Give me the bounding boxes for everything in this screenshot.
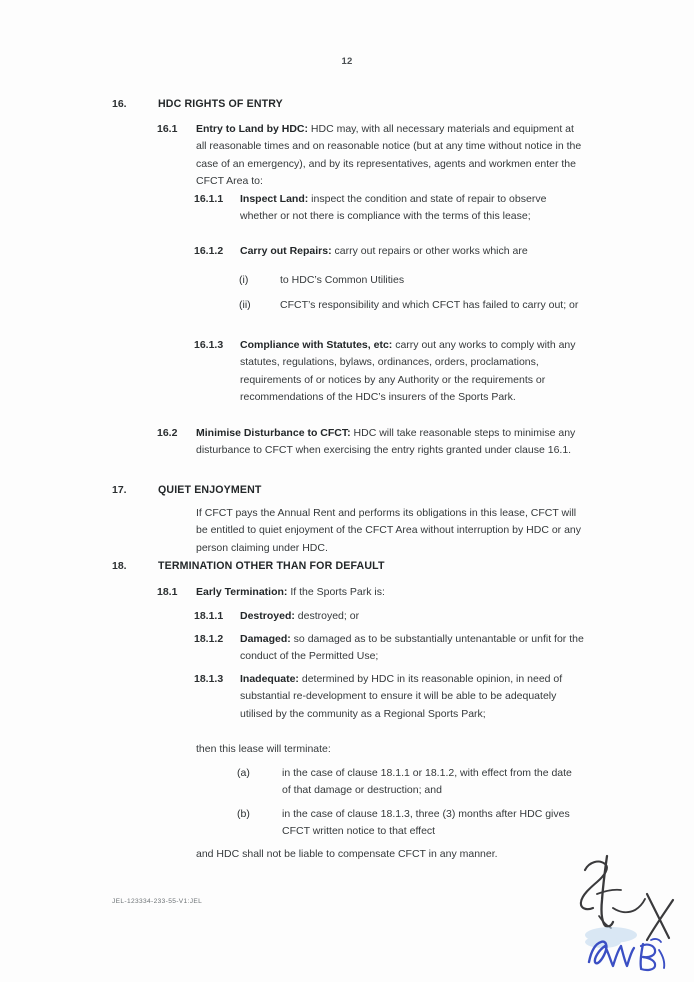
clause-16-1-3-text <box>240 337 582 407</box>
clause-18-1-1 <box>194 608 582 625</box>
clause-18-1-number: 18.1 <box>157 586 178 598</box>
clause-18-1-2-lead: Damaged: <box>240 633 291 645</box>
clause-18-1-3-number: 18.1.3 <box>194 673 224 685</box>
page-number: 12 <box>341 56 353 67</box>
clause-17-body: If CFCT pays the Annual Rent and performs its obligations in this lease, CFCT will be entitled to quiet enjoyment of the CFCT Area without interruption by HDC or any person claiming under HDC. <box>196 507 582 554</box>
clause-16-1-text <box>196 121 582 191</box>
clause-16-1-3-number: 16.1.3 <box>194 339 224 351</box>
clause-17-body-row <box>196 505 582 557</box>
clause-18-1-1-body: destroyed; or <box>294 610 360 622</box>
item-b-text: in the case of clause 18.1.3, three (3) months after HDC gives CFCT written notice to that effect <box>282 808 570 838</box>
clause-18-title: TERMINATION OTHER THAN FOR DEFAULT <box>158 560 385 572</box>
item-b-number: (b) <box>237 808 250 820</box>
then-terminate-row <box>196 741 582 758</box>
clause-18-1-3-lead: Inadequate: <box>240 673 299 685</box>
clause-16-1-2 <box>194 243 584 260</box>
clause-16-1-2-ii-number: (ii) <box>239 299 251 311</box>
clause-17-number: 17. <box>112 484 127 496</box>
clause-16-1-2-ii-text: CFCT’s responsibility and which CFCT has failed to carry out; or <box>280 299 579 311</box>
clause-18-1-1-number: 18.1.1 <box>194 610 224 622</box>
clause-18-1-2 <box>194 631 584 666</box>
clause-18-1-2-body: so damaged as to be substantially untenantable or unfit for the conduct of the Permitted Use; <box>240 633 584 663</box>
item-a <box>237 765 582 800</box>
clause-16-heading <box>112 96 582 113</box>
clause-18-1-body: If the Sports Park is: <box>287 586 385 598</box>
clause-16-1-2-lead: Carry out Repairs: <box>240 245 332 257</box>
handwritten-initial-blue <box>589 939 664 970</box>
clause-18-1-lead: Early Termination: <box>196 586 288 598</box>
clause-18-1-1-text <box>240 608 582 625</box>
clause-16-1-1-number: 16.1.1 <box>194 193 224 205</box>
ink-smudge <box>585 927 637 948</box>
clause-17-title: QUIET ENJOYMENT <box>158 484 262 496</box>
signature-annotations <box>555 850 694 982</box>
item-a-text: in the case of clause 18.1.1 or 18.1.2, with effect from the date of that damage or destruction; and <box>282 767 572 797</box>
clause-16-1-3-lead: Compliance with Statutes, etc: <box>240 339 393 351</box>
clause-16-1-1-body: inspect the condition and state of repair to observe whether or not there is compliance with the terms of this lease; <box>240 193 547 223</box>
footer-reference: JEL-123334-233-55-V1:JEL <box>112 898 203 905</box>
handwritten-cross-mark-black <box>647 894 673 940</box>
clause-18-1-2-number: 18.1.2 <box>194 633 224 645</box>
clause-18-1-1-lead: Destroyed: <box>240 610 295 622</box>
clause-18-1-3 <box>194 671 584 723</box>
clause-16-1-3-body: carry out any works to comply with any statutes, regulations, bylaws, ordinances, orders, proclamations, requirements of or notices by any Authority or the requirements or recommendations of the HDC’s insurers of the Sports Park. <box>240 339 576 404</box>
clause-17-heading <box>112 482 582 499</box>
clause-16-1-lead: Entry to Land by HDC: <box>196 123 308 135</box>
closing-row <box>196 846 582 863</box>
clause-16-2 <box>157 425 582 460</box>
clause-16-1-2-text <box>240 243 584 260</box>
clause-18-number: 18. <box>112 560 127 572</box>
clause-16-1-body: HDC may, with all necessary materials and equipment at all reasonable times and on reasonable notice (but at any time without notice in the case of an emergency), and by its representatives, agents and workmen enter the CFCT Area to: <box>196 123 582 188</box>
clause-16-1-3 <box>194 337 582 407</box>
clause-16-1-1-lead: Inspect Land: <box>240 193 309 205</box>
clause-16-title: HDC RIGHTS OF ENTRY <box>158 98 283 110</box>
clause-16-1-1 <box>194 191 582 226</box>
then-terminate-text: then this lease will terminate: <box>196 743 331 755</box>
item-b <box>237 806 582 841</box>
clause-16-1-2-ii <box>239 297 582 314</box>
clause-16-1-2-i-number: (i) <box>239 274 249 286</box>
clause-16-number: 16. <box>112 98 127 110</box>
closing-text: and HDC shall not be liable to compensate CFCT in any manner. <box>196 848 498 860</box>
clause-18-1-3-text <box>240 671 584 723</box>
clause-16-1 <box>157 121 582 191</box>
clause-18-1-3-body: determined by HDC in its reasonable opinion, in need of substantial re-development to ensure it will be able to be adequately utilised by the community as a Regional Sports Park; <box>240 673 563 720</box>
clause-18-heading <box>112 558 582 575</box>
clause-16-1-2-i-text: to HDC’s Common Utilities <box>280 274 405 286</box>
clause-16-2-number: 16.2 <box>157 427 178 439</box>
clause-16-1-number: 16.1 <box>157 123 178 135</box>
clause-16-1-1-text <box>240 191 582 226</box>
clause-18-1-2-text <box>240 631 584 666</box>
clause-16-2-text <box>196 425 582 460</box>
clause-16-1-2-number: 16.1.2 <box>194 245 224 257</box>
clause-16-2-body: HDC will take reasonable steps to minimise any disturbance to CFCT when exercising the entry rights granted under clause 16.1. <box>196 427 576 457</box>
clause-16-1-2-body: carry out repairs or other works which are <box>331 245 528 257</box>
clause-16-2-lead: Minimise Disturbance to CFCT: <box>196 427 351 439</box>
item-a-number: (a) <box>237 767 250 779</box>
clause-18-1-text <box>196 584 582 601</box>
handwritten-initial-black <box>581 856 645 928</box>
clause-18-1 <box>157 584 582 601</box>
clause-16-1-2-i <box>239 272 582 289</box>
